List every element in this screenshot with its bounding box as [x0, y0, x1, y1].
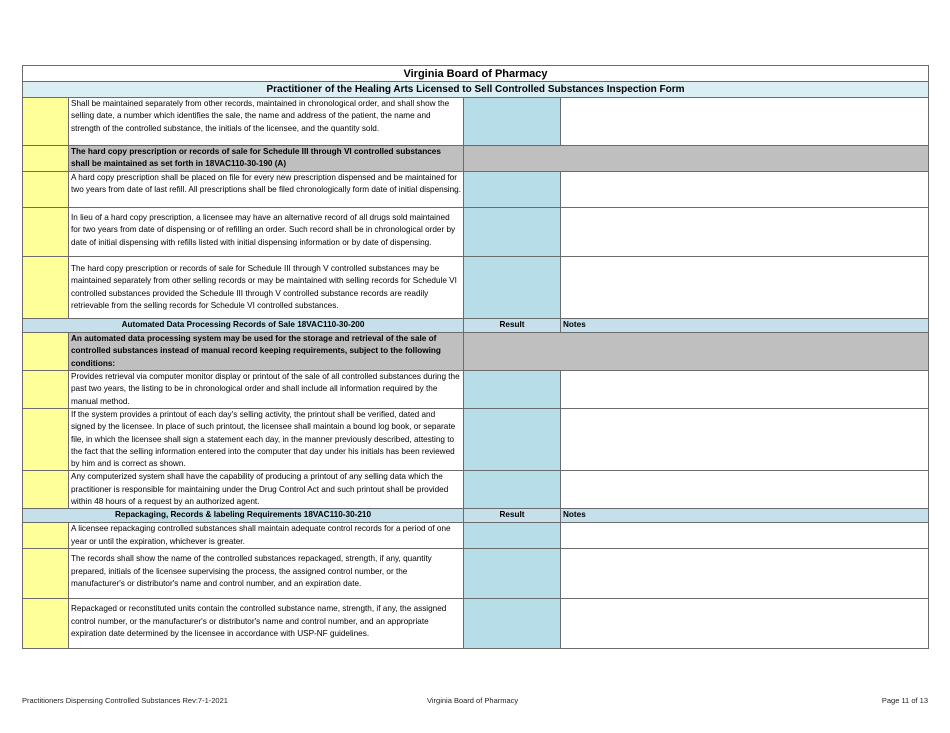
- notes-cell[interactable]: [561, 257, 929, 319]
- footer-center: Virginia Board of Pharmacy: [427, 696, 519, 705]
- section-header-row: [23, 319, 929, 333]
- result-cell[interactable]: [464, 371, 561, 409]
- table-row: [23, 409, 929, 471]
- result-cell[interactable]: [464, 599, 561, 649]
- table-row: [23, 146, 929, 172]
- table-row: [23, 208, 929, 257]
- gray-filler: [464, 146, 929, 172]
- form-title-row: [23, 82, 929, 98]
- row-marker: [23, 523, 69, 549]
- notes-cell[interactable]: [561, 599, 929, 649]
- notes-cell[interactable]: [561, 98, 929, 146]
- notes-cell[interactable]: [561, 549, 929, 599]
- result-cell[interactable]: [464, 98, 561, 146]
- table-row: [23, 333, 929, 371]
- notes-cell[interactable]: [561, 523, 929, 549]
- table-row: [23, 471, 929, 509]
- requirement-text: In lieu of a hard copy prescription, a licensee may have an alternative record of all drugs sold maintained for two years from date of dispensing or of refilling an order. Such record shall be in chronological order by date of initial dispensing with refills listed with initial dispensing information or by date of dispensing.: [69, 208, 464, 257]
- result-header: Result: [464, 509, 561, 523]
- requirement-text: The records shall show the name of the controlled substances repackaged, strength, if any, quantity prepared, initials of the licensee supervising the process, the assigned control number, or the manufacturer's or distributor's name and control number, and an expiration date.: [69, 549, 464, 599]
- section-title: Repackaging, Records & labeling Requirements 18VAC110-30-210: [23, 509, 464, 523]
- table-row: [23, 172, 929, 208]
- section-header-row: [23, 509, 929, 523]
- notes-cell[interactable]: [561, 172, 929, 208]
- row-marker: [23, 333, 69, 371]
- org-title: Virginia Board of Pharmacy: [23, 66, 929, 82]
- row-marker: [23, 98, 69, 146]
- table-row: [23, 523, 929, 549]
- result-cell[interactable]: [464, 409, 561, 471]
- notes-header: Notes: [561, 319, 929, 333]
- section-title: Automated Data Processing Records of Sale 18VAC110-30-200: [23, 319, 464, 333]
- row-marker: [23, 146, 69, 172]
- result-cell[interactable]: [464, 523, 561, 549]
- table-row: [23, 549, 929, 599]
- notes-cell[interactable]: [561, 208, 929, 257]
- result-cell[interactable]: [464, 208, 561, 257]
- org-title-row: [23, 66, 929, 82]
- requirement-heading: The hard copy prescription or records of sale for Schedule III through VI controlled substances shall be maintained as set forth in 18VAC110-30-190 (A): [69, 146, 464, 172]
- result-header: Result: [464, 319, 561, 333]
- requirement-text: Any computerized system shall have the capability of producing a printout of any selling data which the practitioner is responsible for maintaining under the Drug Control Act and such printout shall be provided within 48 hours of a request by an authorized agent.: [69, 471, 464, 509]
- result-cell[interactable]: [464, 257, 561, 319]
- requirement-text: If the system provides a printout of each day's selling activity, the printout shall be verified, dated and signed by the licensee. In place of such printout, the licensee shall maintain a bound log book, or separate file, in which the licensee shall sign a statement each day, in the manner previously described, attesting to the fact that the selling information entered into the computer that day under his initials has been reviewed by him and is correct as shown.: [69, 409, 464, 471]
- row-marker: [23, 371, 69, 409]
- table-row: [23, 371, 929, 409]
- requirement-text: A licensee repackaging controlled substances shall maintain adequate control records for a period of one year or until the expiration, whichever is greater.: [69, 523, 464, 549]
- requirement-text: Shall be maintained separately from other records, maintained in chronological order, and shall show the selling date, a number which identifies the sale, the name and address of the patient, the name and strength of the controlled substance, the initials of the licensee, and the quantity sold.: [69, 98, 464, 146]
- notes-header: Notes: [561, 509, 929, 523]
- requirement-heading: An automated data processing system may be used for the storage and retrieval of the sale of controlled substances instead of manual record keeping requirements, subject to the following conditions:: [69, 333, 464, 371]
- requirement-text: A hard copy prescription shall be placed on file for every new prescription dispensed and be maintained for two years from date of last refill. All prescriptions shall be filed chronologically form date of initial dispensing.: [69, 172, 464, 208]
- inspection-form-table: [22, 65, 929, 649]
- result-cell[interactable]: [464, 549, 561, 599]
- requirement-text: Repackaged or reconstituted units contain the controlled substance name, strength, if any, the assigned control number, or the manufacturer's or distributor's name and control number, and an appropriate expiration date determined by the licensee in accordance with USP-NF guidelines.: [69, 599, 464, 649]
- footer-left: Practitioners Dispensing Controlled Substances Rev:7-1-2021: [22, 696, 228, 705]
- table-row: [23, 599, 929, 649]
- footer-right: Page 11 of 13: [881, 696, 928, 705]
- result-cell[interactable]: [464, 471, 561, 509]
- notes-cell[interactable]: [561, 471, 929, 509]
- notes-cell[interactable]: [561, 371, 929, 409]
- row-marker: [23, 599, 69, 649]
- table-row: [23, 257, 929, 319]
- row-marker: [23, 409, 69, 471]
- row-marker: [23, 208, 69, 257]
- notes-cell[interactable]: [561, 409, 929, 471]
- requirement-text: The hard copy prescription or records of sale for Schedule III through V controlled substances may be maintained separately from other selling records or may be maintained with selling records for Schedule VI controlled substances provided the Schedule III through V controlled substance records are readily retrievable from the selling records for Schedule VI controlled substances.: [69, 257, 464, 319]
- form-title: Practitioner of the Healing Arts Licensed to Sell Controlled Substances Inspection Form: [23, 82, 929, 98]
- row-marker: [23, 172, 69, 208]
- row-marker: [23, 257, 69, 319]
- row-marker: [23, 471, 69, 509]
- row-marker: [23, 549, 69, 599]
- requirement-text: Provides retrieval via computer monitor display or printout of the sale of all controlled substances during the past two years, the listing to be in chronological order and shall include all information required by the manual method.: [69, 371, 464, 409]
- gray-filler: [464, 333, 929, 371]
- result-cell[interactable]: [464, 172, 561, 208]
- table-row: [23, 98, 929, 146]
